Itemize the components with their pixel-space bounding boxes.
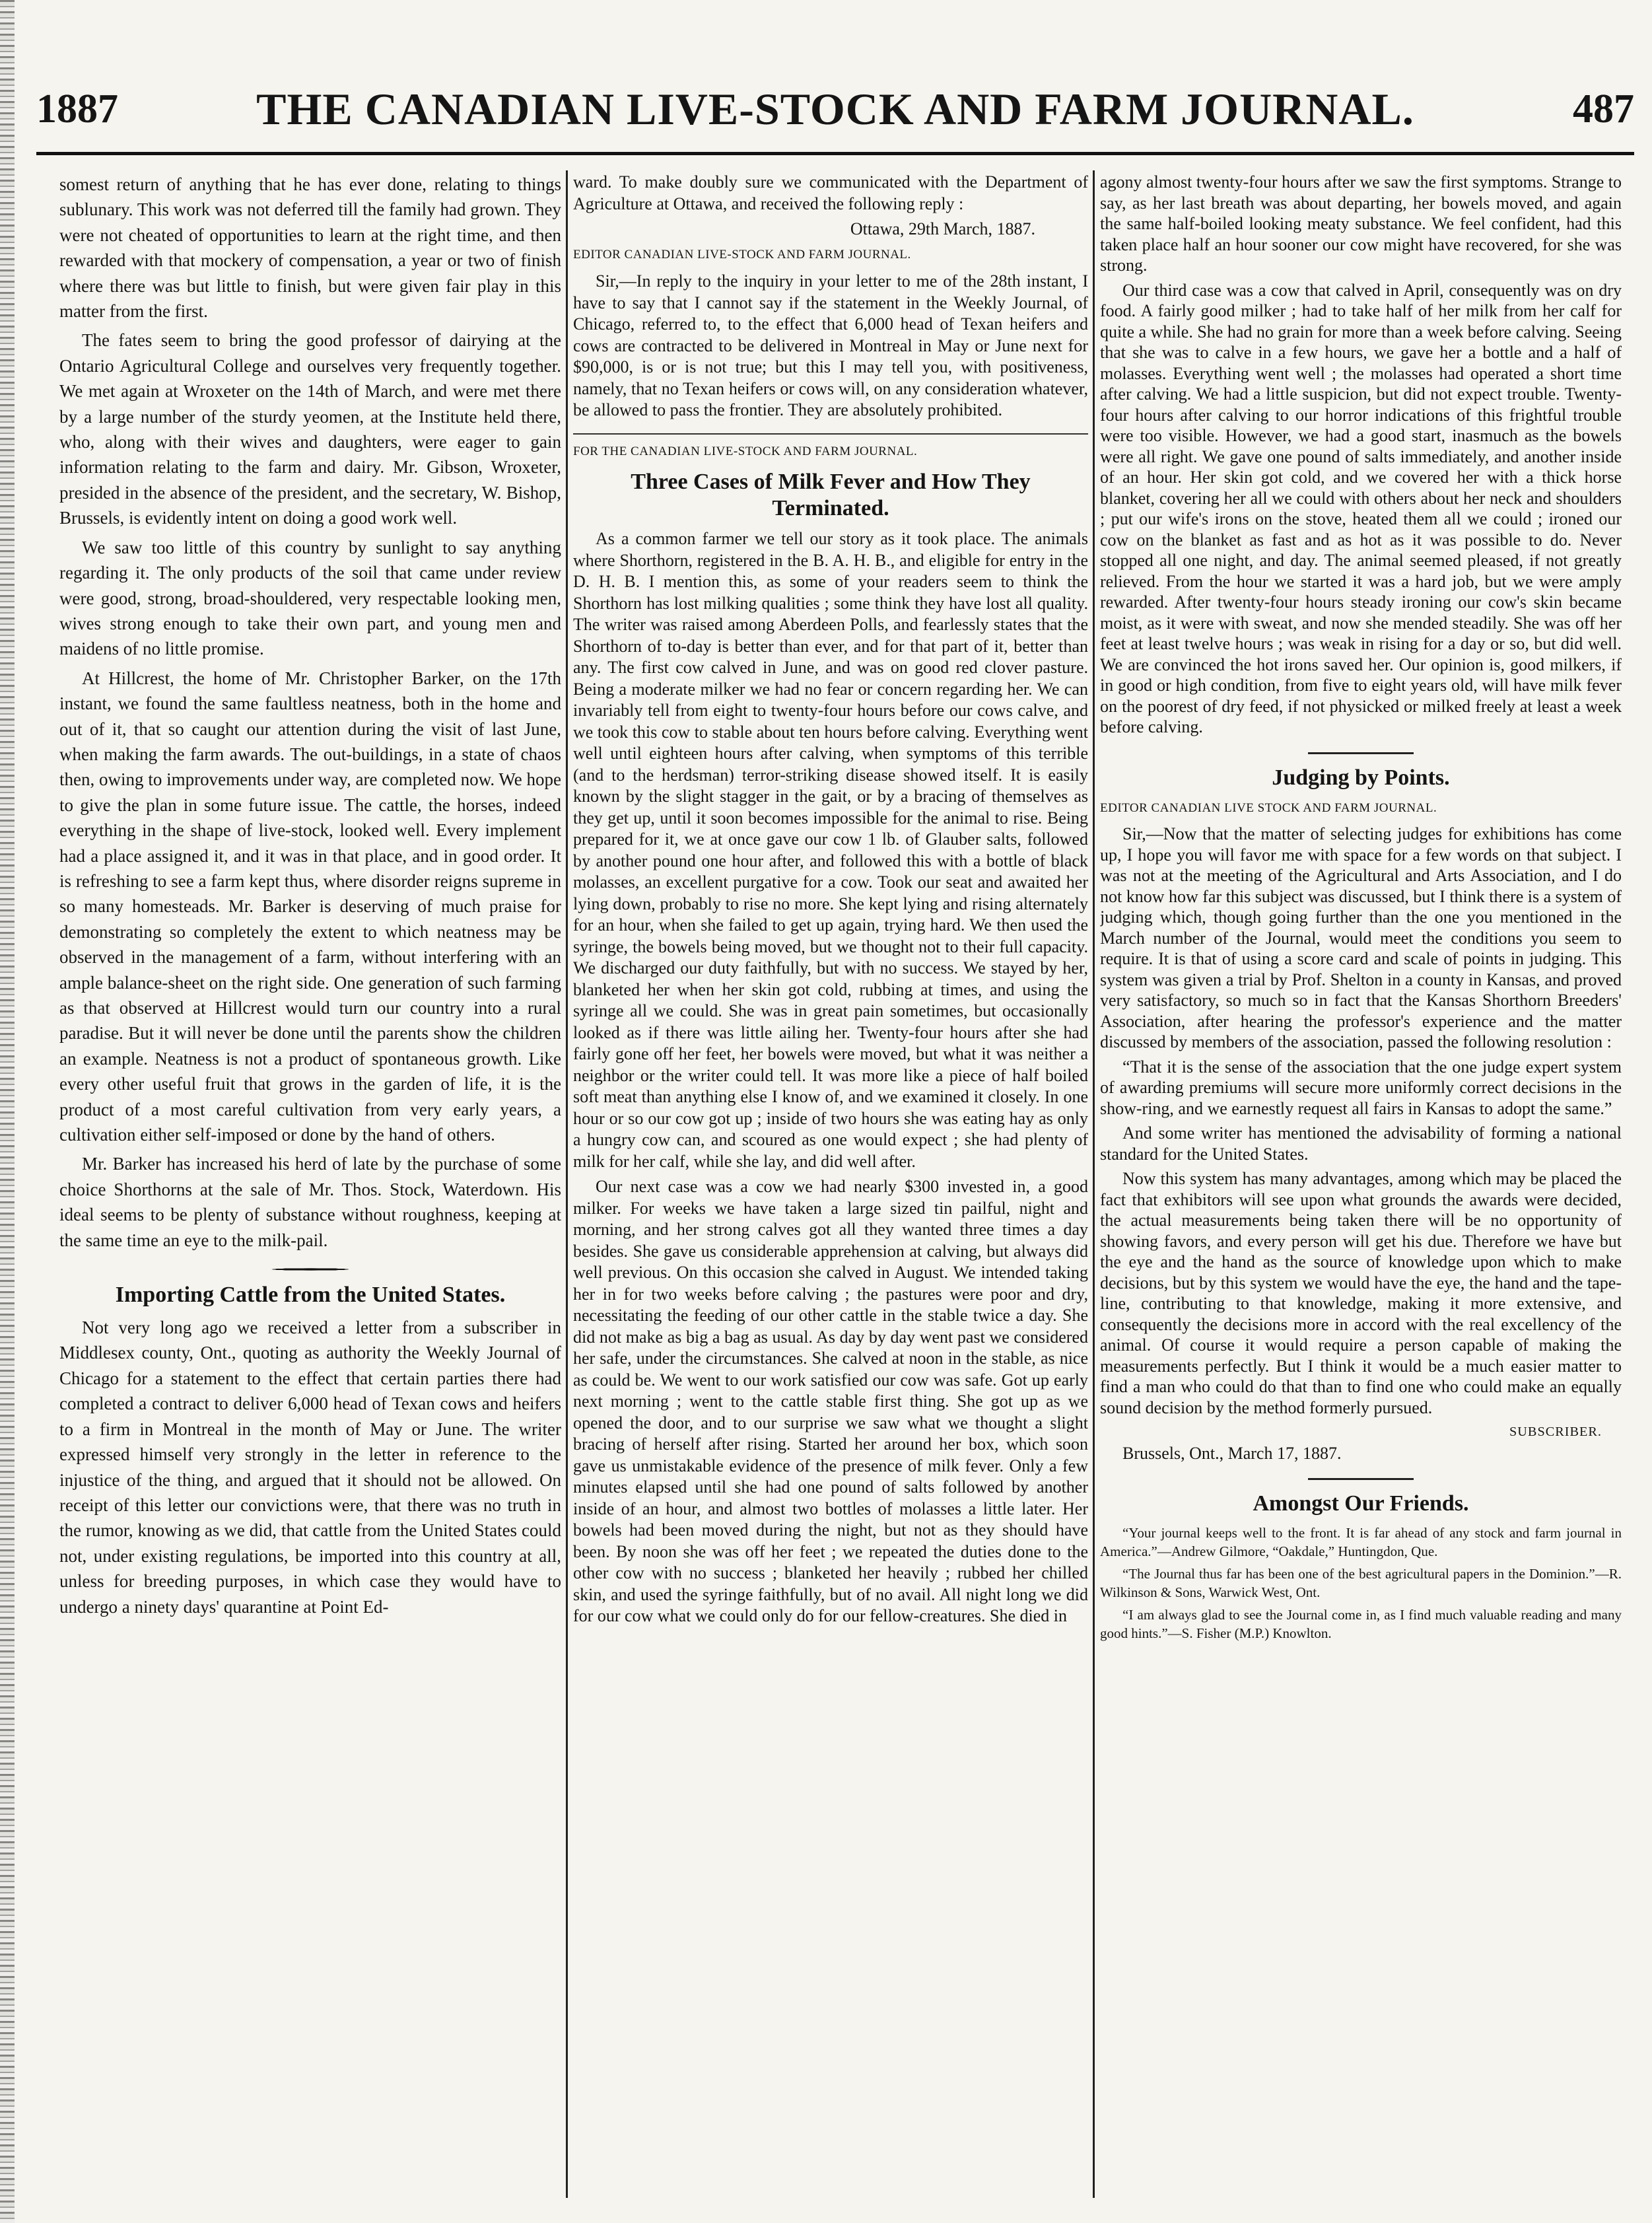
article-headline: Three Cases of Milk Fever and How They Terminated. xyxy=(631,470,1031,520)
quoted-resolution: “That it is the sense of the association that the one judge expert system of awarding premiums will secure more uniformly correct decisions in the show-ring, and we earnestly request all fairs in Kansas to adopt the same.” xyxy=(1100,1057,1622,1118)
page-number: 487 xyxy=(1573,87,1634,131)
header-year: 1887 xyxy=(36,87,118,131)
letter-addressee: EDITOR CANADIAN LIVE-STOCK AND FARM JOURNAL. xyxy=(573,247,911,262)
paragraph: somest return of anything that he has ever done, relating to things sublunary. This work was not deferred till the family had grown. They were not cheated of opportunities to learn at the right time, and then rewarded with that mockery of compensation, a year or two of finish where there was but little to finish, but were given fair play in this matter from the first. xyxy=(59,174,561,322)
paragraph: We saw too little of this country by sunlight to say anything regarding it. The only products of the soil that came under review were good, strong, broad-shouldered, very respectable looking men, wives strong enough to take their own part, and young men and maidens of no little promise. xyxy=(59,537,561,659)
column-1 xyxy=(59,172,561,2193)
column-3 xyxy=(1100,172,1622,2193)
scan-edge xyxy=(0,0,15,2223)
paragraph: Our next case was a cow we had nearly $300 invested in, a good milker. For weeks we have taken a large sized tin pailful, night and morning, and her strong calves got all they wanted three times a day besides. She gave us considerable apprehension at calving, but always did well previous. On this occasion she calved in August. We intended taking her in for two weeks before calving ; the pastures were poor and dry, necessitating the feeding of our other cattle in the stable twice a day. She did not make as big a bag as usual. As day by day went past we considered her safe, under the circumstances. She calved at noon in the stable, as nice as could be. We went to our work satisfied our cow was safe. Got up early next morning ; went to the cattle stable first thing. She got up as we opened the door, and to our surprise we saw what we thought a slight bracing of herself after rising. Started her around her box, which soon gave us unmistakable evidence of the presence of milk fever. Only a few minutes elapsed until she had one pound of salts followed by another inside of an hour, and almost two bottles of molasses a little later. Her bowels had been moved during the night, but not as they should have been. By noon she was off her feet ; we repeated the duties done to the other cow with no success ; blanketed her heavily ; rubbed her chilled skin, and used the syringe faithfully, but of no avail. All night long we did for our cow what we could only do for our fellow-creatures. She died in xyxy=(573,1177,1088,1625)
testimonial-quote: “The Journal thus far has been one of the best agricultural papers in the Dominion.”—R. Wilkinson & Sons, Warwick West, Ont. xyxy=(1100,1566,1622,1600)
section-divider xyxy=(244,1267,376,1271)
section-divider xyxy=(1308,752,1414,754)
paragraph: The fates seem to bring the good professor of dairying at the Ontario Agricultural College and ourselves very frequently together. We met again at Wroxeter on the 14th of March, and were met there by a large number of the sturdy yeomen, at the Institute held there, who, along with their wives and daughters, were eager to gain information relating to the farm and dairy. Mr. Gibson, Wroxeter, presided in the absence of the president, and the secretary, W. Bishop, Brussels, is evidently intent on doing a good work well. xyxy=(59,330,561,528)
paragraph: Now this system has many advantages, among which may be placed the fact that exhibitors will see upon what grounds the awards were decided, the actual measurements being taken there will be no opportunity of showing favors, and every person will get his due. Therefore we have but the eye and the hand as the source of knowledge upon which to make decisions, but by this system we would have the eye, the hand and the tape-line, contributing to that knowledge, making it more extensive, and consequently the decisions more in accord with the real excellency of the animal. Of course it would require a person capable of making the measurements perfectly. But I think it would be a much easier matter to find a man who could do that than to find one who could make an equally sound decision by the method formerly pursued. xyxy=(1100,1169,1622,1417)
paragraph: Not very long ago we received a letter from a subscriber in Middlesex county, Ont., quoting as authority the Weekly Journal of Chicago for a statement to the effect that certain parties there had completed a contract to deliver 6,000 head of Texan cows and heifers to a firm in Montreal in the month of May or June. The writer expressed himself very strongly in the letter in reference to the injustice of the thing, and argued that it should not be allowed. On receipt of this letter our convictions were, that there was no truth in the rumor, knowing as we did, that cattle from the United States could not, under existing regulations, be imported into this country at all, unless for breeding purposes, in which case they would have to undergo a ninety days' quarantine at Point Ed- xyxy=(59,1318,561,1617)
letter-place-date: Brussels, Ont., March 17, 1887. xyxy=(1122,1443,1342,1463)
page-header xyxy=(36,79,1634,155)
section-divider xyxy=(1308,1478,1414,1480)
paragraph: And some writer has mentioned the advisability of forming a national standard for the United States. xyxy=(1100,1123,1622,1164)
column-rule-right xyxy=(1093,170,1095,2198)
paragraph: Mr. Barker has increased his herd of late by the purchase of some choice Shorthorns at the sale of Mr. Thos. Stock, Waterdown. His ideal seems to be plenty of substance without roughness, keeping at the same time an eye to the milk-pail. xyxy=(59,1154,561,1250)
article-headline: Amongst Our Friends. xyxy=(1253,1491,1469,1516)
section-rule xyxy=(573,433,1088,435)
letter-signature: SUBSCRIBER. xyxy=(1509,1425,1602,1439)
testimonial-quote: “Your journal keeps well to the front. It is far ahead of any stock and farm journal in America.”—Andrew Gilmore, “Oakdale,” Huntingdon, Que. xyxy=(1100,1525,1622,1559)
paragraph: Sir,—Now that the matter of selecting judges for exhibitions has come up, I hope you will favor me with space for a few words on that subject. I was not at the meeting of the Agricultural and Arts Association, and I do not know how far this subject was discussed, but I think there is a system of judging which, though going further than the one you mentioned in the March number of the Journal, would meet the conditions you seem to require. It is that of using a score card and scale of points in judging. This system was given a trial by Prof. Shelton in a county in Kansas, and proved very satisfactory, so much so in fact that the Kansas Shorthorn Breeders' Association, after hearing the professor's experience and the matter discussed by members of the association, passed the following resolution : xyxy=(1100,824,1622,1051)
journal-title: THE CANADIAN LIVE-STOCK AND FARM JOURNAL. xyxy=(256,84,1414,134)
paragraph: At Hillcrest, the home of Mr. Christopher Barker, on the 17th instant, we found the same faultless neatness, both in the home and out of it, that so caught our attention during the visit of last June, when making the farm awards. The out-buildings, in a state of chaos then, owing to improvements under way, are completed now. We hope to give the plan in some future issue. The cattle, the horses, indeed everything in the shape of live-stock, looked well. Every implement had a place assigned it, and it was in that place, and in good order. It is refreshing to see a farm kept thus, where disorder reigns supreme in so many homesteads. Mr. Barker is deserving of much praise for demonstrating so completely the extent to which neatness may be observed in the management of a farm, without interfering with an ample balance-sheet on the right side. One generation of such farming as that observed at Hillcrest would turn our country into a rural paradise. But it will never be done until the parents show the children an example. Neatness is not a product of spontaneous growth. Like every other useful fruit that grows in the garden of life, it is the product of a most careful cultivation from very early years, a cultivation either self-imposed or done by the hand of others. xyxy=(59,668,561,1145)
column-rule-left xyxy=(566,170,568,2198)
paragraph: As a common farmer we tell our story as it took place. The animals where Shorthorn, registered in the B. A. H. B., and eligible for entry in the D. H. B. I mention this, as some of your readers seem to think the Shorthorn has lost milking qualities ; some think they have lost all quality. The writer was raised among Aberdeen Polls, and fearlessly states that the Shorthorn of to-day is better than ever, and for that part of it, better than any. The first cow calved in June, and was on good red clover pasture. Being a moderate milker we had no fear or concern regarding her. We can invariably tell from eight to twenty-four hours before our cows calve, and we took this cow to stable about ten hours before calving. Everything went well until eighteen hours after calving, when symptoms of this terrible (and to the herdsman) terror-striking disease showed itself. It is easily known by the slight stagger in the gait, or by a bracing of themselves as they get up, until it soon becomes impossible for the animal to rise. Being prepared for it, we at once gave our cow 1 lb. of Glauber salts, followed by another pound one hour after, and followed this with a bottle of black molasses, an excellent purgative for a cow. Took our seat and awaited her lying down, probably to rise no more. She kept lying and rising alternately for an hour, when she failed to get up again, trying hard. We then used the syringe, the bowels being moved, but we thought not to their full capacity. We discharged our duty faithfully, but with no success. We stayed by her, blanketed her when her skin got cold, rubbing at times, and using the syringe all we could. She was in great pain sometimes, but occasionally looked as if there was little ailing her. Twenty-four hours after she had fairly gone off her feet, her bowels were moved, but what it was neither a neighbor or the writer could tell. It was more like a piece of half boiled soft meat than anything else I know of, and we examined it closely. In one hour or so our cow got up ; inside of two hours she was eating hay as only a hungry cow can, and scoured as one would expect ; she had plenty of milk for her calf, while she lay, and did well after. xyxy=(573,529,1088,1171)
article-headline: Judging by Points. xyxy=(1272,765,1450,790)
testimonial-quote: “I am always glad to see the Journal come in, as I find much valuable reading and many good hints.”—S. Fisher (M.P.) Knowlton. xyxy=(1100,1607,1622,1641)
paragraph: ward. To make doubly sure we communicated with the Department of Agriculture at Ottawa, and received the following reply : xyxy=(573,172,1088,213)
paragraph: Our third case was a cow that calved in April, consequently was on dry food. A fairly good milker ; had to take half of her milk from her calf for quite a while. She had no grain for more than a week before calving. Seeing that she was to calve in a few hours, we gave her a bottle and a half of molasses. Everything went well ; the molasses had operated a short time after calving. We had a little suspicion, but did not expect trouble. Twenty-four hours after calving to our horror indications of this frightful trouble were too visible. However, we had a good start, inasmuch as the bowels were all right. We gave one pound of salts immediately, and another inside of an hour. Her skin got cold, and we covered her with a thick horse blanket, covering her all we could with others about her neck and shoulders ; put our wife's irons on the stove, heated them all we could ; ironed our cow on the blanket as fast and as hot as it was possible to do. Never stopped all one night, and day. The animal seemed pleased, if not greatly relieved. From the hour we started it was a hard job, but we were amply rewarded. After twenty-four hours steady ironing our cow's skin became moist, as it were with sweat, and now she mended steadily. She was off her feet at least twelve hours ; was weak in rising for a day or so, but did well. We are convinced the hot irons saved her. Our opinion is, good milkers, if in good or high condition, from five to eight years old, will have milk fever on the poorest of dry feed, if not physicked or milked freely at least a week before calving. xyxy=(1100,280,1622,736)
paragraph: agony almost twenty-four hours after we saw the first symptoms. Strange to say, as her last breath was about departing, her bowels moved, and again the same half-boiled looking meaty substance. We feel confident, had this taken place half an hour sooner our cow might have recovered, for she was strong. xyxy=(1100,172,1622,275)
column-2 xyxy=(573,172,1088,2193)
byline-for: FOR THE CANADIAN LIVE-STOCK AND FARM JOURNAL. xyxy=(573,444,918,458)
letter-addressee: EDITOR CANADIAN LIVE STOCK AND FARM JOURNAL. xyxy=(1100,800,1437,815)
letter-dateline: Ottawa, 29th March, 1887. xyxy=(850,219,1035,238)
article-headline: Importing Cattle from the United States. xyxy=(115,1283,506,1308)
letter-body: Sir,—In reply to the inquiry in your letter to me of the 28th instant, I have to say that I cannot say if the statement in the Weekly Journal, of Chicago, referred to, to the effect that 6,000 head of Texan heifers and cows are contracted to be delivered in Montreal in May or June next for $90,000, is or is not true; but this I may tell you, with positiveness, namely, that no Texan heifers or cows will, on any consideration whatever, be allowed to pass the frontier. They are absolutely prohibited. xyxy=(573,271,1088,419)
